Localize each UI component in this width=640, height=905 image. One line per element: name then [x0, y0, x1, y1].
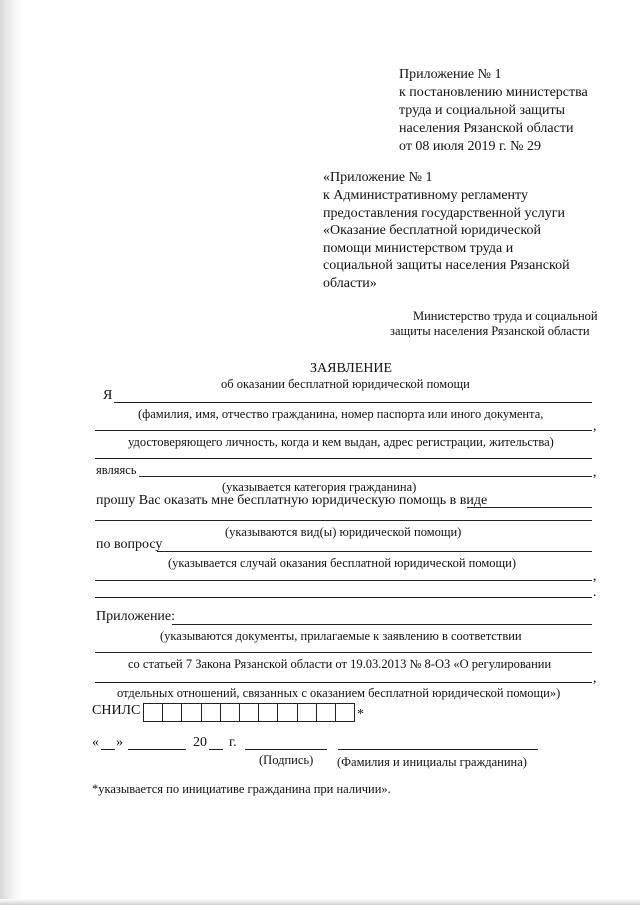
snils-cell[interactable]: [221, 704, 240, 721]
addressee-line2: защиты населения Рязанской области: [390, 324, 590, 338]
addressee-line1: Министерство труда и социальной: [413, 309, 598, 323]
attachment-label: Приложение:: [96, 609, 176, 624]
ya-label: Я: [103, 388, 113, 403]
help-type-field-line[interactable]: [467, 507, 592, 508]
caption-name-initials: (Фамилия и инициалы гражданина): [337, 755, 527, 769]
date-year-prefix: 20: [193, 735, 207, 750]
caption-category: (указывается категория гражданина): [222, 480, 417, 494]
caption-fio: (фамилия, имя, отчество гражданина, номер паспорта или иного документа,: [138, 407, 544, 421]
snils-cell[interactable]: [182, 704, 201, 721]
caption-documents: (указываются документы, прилагаемые к заявлению в соответствии: [160, 629, 522, 643]
header2-line4: «Оказание бесплатной юридической: [323, 223, 541, 238]
scan-bottom-shadow: [0, 899, 640, 905]
question-field-line-2[interactable]: [95, 580, 592, 581]
snils-label: СНИЛС: [92, 703, 141, 718]
header2-line3: предоставления государственной услуги: [323, 206, 565, 221]
header2-line7: области»: [323, 276, 377, 291]
attachment-field-line-2[interactable]: [95, 652, 592, 653]
date-close-quote: »: [116, 735, 123, 750]
help-type-field-line-2[interactable]: [95, 520, 592, 521]
period-1: .: [593, 585, 597, 600]
snils-cell[interactable]: [259, 704, 278, 721]
yavlyas-label: являясь: [96, 463, 137, 477]
comma-2: ,: [593, 465, 597, 480]
snils-cell[interactable]: [317, 704, 336, 721]
date-day-field[interactable]: [101, 749, 115, 750]
document-subtitle: об оказании бесплатной юридической помощи: [221, 377, 470, 391]
header1-line5: от 08 июля 2019 г. № 29: [399, 139, 541, 154]
attachment-field-line-3[interactable]: [95, 682, 592, 683]
date-open-quote: «: [92, 735, 99, 750]
attachment-field-line[interactable]: [172, 624, 592, 625]
date-year-field[interactable]: [209, 749, 223, 750]
snils-cell[interactable]: [163, 704, 182, 721]
header2-line2: к Административному регламенту: [323, 188, 528, 203]
address-field-line[interactable]: [95, 458, 592, 459]
header1-line2: к постановлению министерства: [399, 85, 588, 100]
header1-line3: труда и социальной защиты: [399, 103, 565, 118]
law-text-line1: со статьей 7 Закона Рязанской области от 19.03.2013 № 8-ОЗ «О регулировании: [128, 657, 552, 671]
caption-id-document: удостоверяющего личность, когда и кем выдан, адрес регистрации, жительства): [128, 435, 554, 449]
snils-cell[interactable]: [336, 704, 354, 721]
date-month-field[interactable]: [128, 749, 186, 750]
date-year-suffix: г.: [229, 735, 237, 750]
request-text: прошу Вас оказать мне бесплатную юридическую помощь в виде: [96, 493, 488, 508]
law-text-line2: отдельных отношений, связанных с оказанием бесплатной юридической помощи»): [117, 686, 561, 700]
caption-help-types: (указываются вид(ы) юридической помощи): [225, 525, 462, 539]
name-field-line[interactable]: [338, 749, 538, 750]
header2-line6: социальной защиты населения Рязанской: [323, 258, 570, 273]
header2-line1: «Приложение № 1: [323, 170, 433, 185]
scan-edge-shadow: [0, 0, 22, 905]
snils-cell[interactable]: [202, 704, 221, 721]
footnote: *указывается по инициативе гражданина при наличии».: [92, 782, 391, 796]
header1-line4: населения Рязанской области: [399, 121, 574, 136]
snils-input[interactable]: [143, 703, 355, 722]
question-label: по вопросу: [96, 537, 163, 552]
snils-star: *: [357, 707, 364, 722]
snils-cell[interactable]: [278, 704, 297, 721]
comma-1: ,: [593, 419, 597, 434]
comma-3: ,: [593, 569, 597, 584]
comma-4: ,: [593, 671, 597, 686]
category-field-line[interactable]: [139, 476, 592, 477]
snils-cell[interactable]: [144, 704, 163, 721]
header1-line1: Приложение № 1: [399, 67, 502, 82]
document-title: ЗАЯВЛЕНИЕ: [310, 361, 393, 376]
caption-case: (указывается случай оказания бесплатной юридической помощи): [168, 556, 516, 570]
snils-cell[interactable]: [298, 704, 317, 721]
question-field-line-3[interactable]: [95, 597, 592, 598]
fio-field-line[interactable]: [114, 402, 592, 403]
signature-field-line[interactable]: [245, 749, 327, 750]
caption-signature: (Подпись): [259, 753, 314, 767]
id-field-line[interactable]: [95, 430, 592, 431]
snils-cell[interactable]: [240, 704, 259, 721]
question-field-line[interactable]: [157, 551, 592, 552]
header2-line5: помощи министерством труда и: [323, 241, 514, 256]
